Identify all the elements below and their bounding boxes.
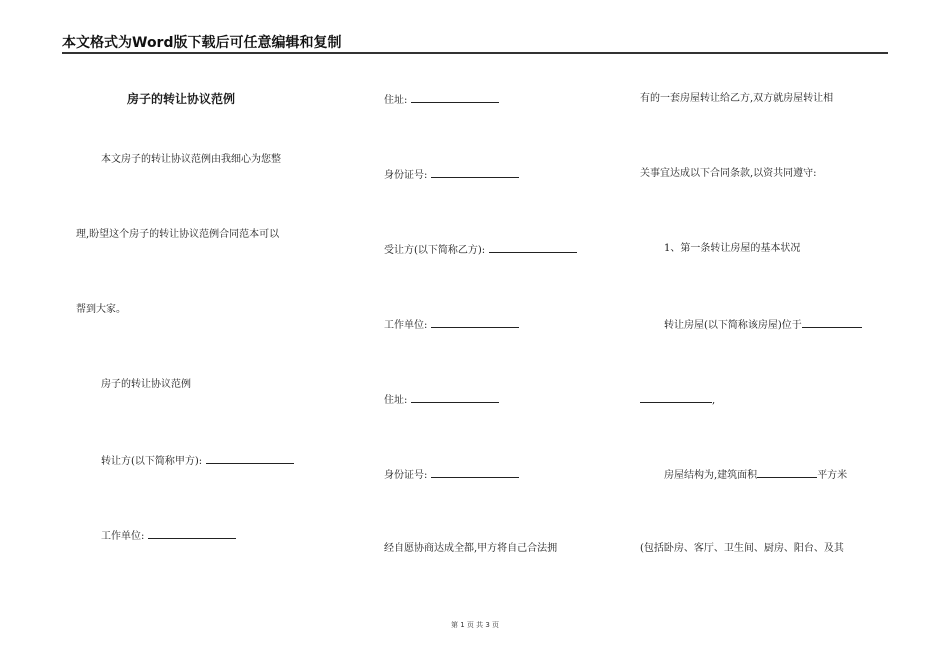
agreement-line: 经自愿协商达成全都,甲方将自己合法拥 (384, 543, 558, 554)
intro-line-2: 理,盼望这个房子的转让协议范例合同范本可以 (76, 229, 280, 240)
address-label-2: 住址: (384, 395, 408, 406)
location-blank-2 (640, 393, 712, 403)
document-title: 房子的转让协议范例 (127, 92, 236, 106)
id-label-2: 身份证号: (384, 470, 428, 481)
clause-1-heading: 1、第一条转让房屋的基本状况 (664, 243, 801, 254)
transferee-field (384, 243, 577, 257)
address-field-2 (384, 393, 499, 407)
id-field-1 (384, 168, 519, 182)
col1-work-unit-field (101, 529, 236, 543)
col2-work-unit-field (384, 318, 519, 332)
id-blank-1 (431, 168, 519, 178)
transferee-label: 受让方(以下简称乙方): (384, 245, 486, 256)
rooms-line: (包括卧房、客厅、卫生间、厨房、阳台、及其 (640, 543, 844, 554)
address-field-1 (384, 93, 499, 107)
id-field-2 (384, 468, 519, 482)
id-blank-2 (431, 468, 519, 478)
location-continued (640, 393, 715, 407)
col3-line-2: 关事宜达成以下合同条款,以资共同遵守: (640, 168, 817, 179)
structure-field (664, 468, 847, 482)
header-rule (62, 52, 888, 54)
structure-label: 房屋结构为,建筑面积 (664, 470, 758, 481)
section-subtitle: 房子的转让协议范例 (101, 379, 191, 390)
intro-line-1: 本文房子的转让协议范例由我细心为您整 (101, 154, 281, 165)
sqm-label: 平方米 (817, 470, 848, 481)
col1-work-unit-blank (148, 529, 236, 539)
location-field (664, 318, 862, 332)
col3-line-1: 有的一套房屋转让给乙方,双方就房屋转让相 (640, 93, 834, 104)
address-blank-1 (411, 93, 499, 103)
transferor-field (101, 454, 294, 468)
intro-line-3: 帮到大家。 (76, 304, 126, 315)
address-blank-2 (411, 393, 499, 403)
page-footer: 第 1 页 共 3 页 (450, 621, 500, 629)
area-blank (757, 468, 817, 478)
col2-work-unit-blank (431, 318, 519, 328)
location-label: 转让房屋(以下简称该房屋)位于 (664, 320, 802, 331)
id-label-1: 身份证号: (384, 170, 428, 181)
col1-work-unit-label: 工作单位: (101, 531, 145, 542)
location-comma: , (712, 395, 716, 406)
transferor-blank (206, 454, 294, 464)
transferee-blank (489, 243, 577, 253)
address-label-1: 住址: (384, 95, 408, 106)
page-header: 本文格式为Word版下载后可任意编辑和复制 (62, 35, 342, 51)
col2-work-unit-label: 工作单位: (384, 320, 428, 331)
transferor-label: 转让方(以下简称甲方): (101, 456, 203, 467)
location-blank (802, 318, 862, 328)
